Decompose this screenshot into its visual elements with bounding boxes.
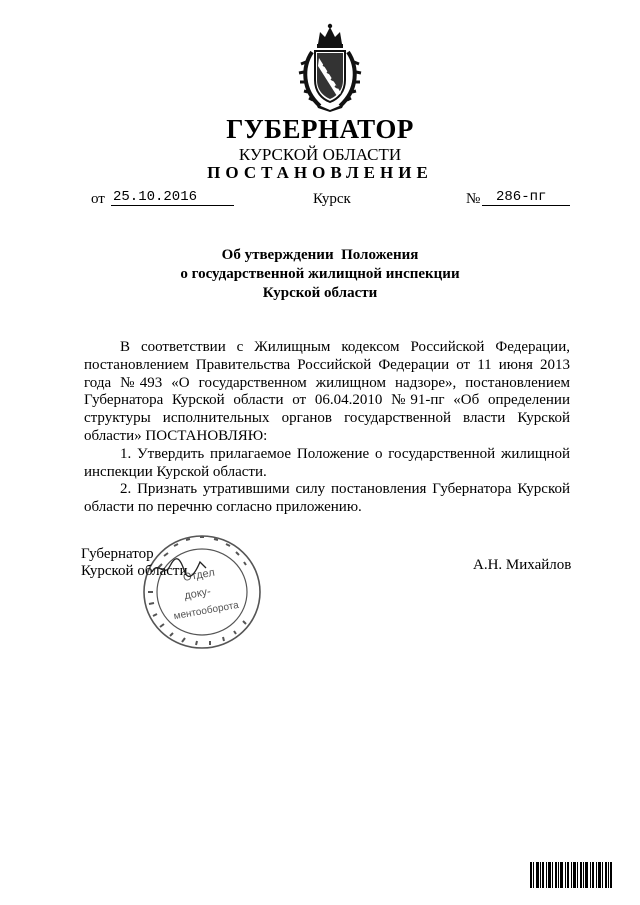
document-city: Курск [313, 191, 351, 207]
date-underline [111, 205, 234, 206]
stamp-text-line-1: Отдел [182, 566, 216, 584]
date-prefix: от [91, 191, 105, 207]
subject-line-2: о государственной жилищной инспекции [180, 266, 460, 282]
subject-line-1: Об утверждении Положения [221, 247, 419, 263]
body-paragraph-preamble: В соответствии с Жилищным кодексом Российской Федерации, постановлением Правительства Российской Федерации от 11 июня 2013 года №493 «О государственном жилищном надзоре», постановлением Губернатора Курской области от 06.04.2010 №91-пг «Об определении структуры исполнительных органов государственной власти Курской области» ПОСТАНОВЛЯЮ: [84, 339, 570, 444]
body-item-1: 1. Утвердить прилагаемое Положение о государственной жилищной инспекции Курской области. [84, 445, 570, 480]
subject-line-3: Курской области [262, 285, 378, 301]
document-body [84, 339, 570, 517]
signatory-position-line-2: Курской области [81, 563, 188, 579]
handwritten-signature [150, 556, 210, 580]
issuer-title: ГУБЕРНАТОР [226, 114, 414, 144]
document-type: ПОСТАНОВЛЕНИЕ [207, 163, 433, 182]
coat-of-arms-emblem [298, 22, 362, 112]
stamp-text-line-2: доку- [183, 585, 212, 603]
signatory-position-line-1: Губернатор [81, 546, 154, 562]
number-underline [482, 205, 570, 206]
issuer-region: КУРСКОЙ ОБЛАСТИ [238, 145, 402, 164]
barcode [530, 862, 612, 888]
document-number: 286-пг [496, 189, 547, 205]
document-subject [0, 246, 640, 303]
document-date: 25.10.2016 [113, 189, 198, 205]
body-item-2: 2. Признать утратившими силу постановления Губернатора Курской области по перечню согласно приложению. [84, 481, 570, 516]
number-prefix: № [466, 191, 481, 207]
stamp-text-line-3: ментооборота [172, 599, 240, 623]
signatory-name: А.Н. Михайлов [473, 557, 572, 573]
